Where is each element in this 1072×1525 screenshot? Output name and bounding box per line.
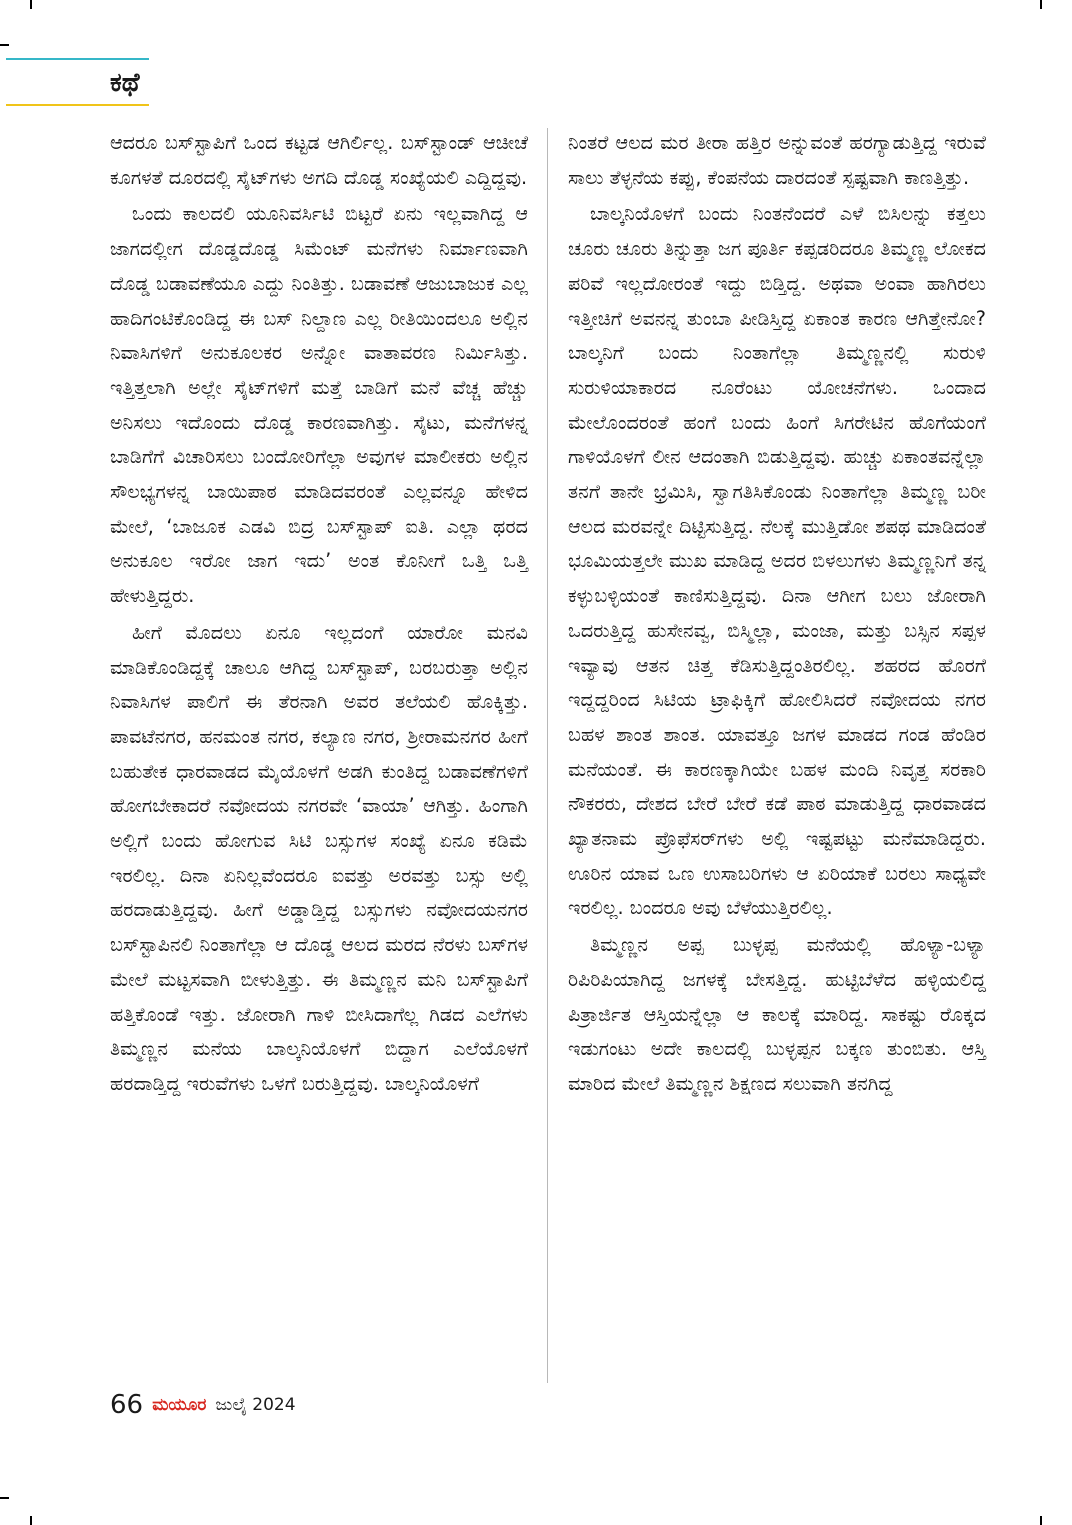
page-number: 66 — [110, 1390, 144, 1420]
issue-date: ಜುಲೈ 2024 — [215, 1395, 296, 1415]
crop-mark — [30, 1516, 32, 1525]
header-accent-rule-bottom — [6, 104, 149, 106]
crop-mark — [1040, 0, 1042, 9]
page-footer — [110, 1390, 296, 1430]
crop-mark — [0, 44, 9, 46]
header-accent-rule-top — [6, 58, 149, 60]
paragraph: ಬಾಲ್ಕನಿಯೊಳಗೆ ಬಂದು ನಿಂತನೆಂದರೆ ಎಳೆ ಬಿಸಿಲನ್ನು ಕತ್ತಲು ಚೂರು ಚೂರು ತಿನ್ನುತ್ತಾ ಜಗ ಪೂರ್ತಿ ಕಪ್ಪಡರಿದರೂ ತಿಮ್ಮಣ್ಣ ಲೋಕದ ಪರಿವೆ ಇಲ್ಲದೋರಂತೆ ಇದ್ದು ಬಿಡ್ತಿದ್ದ. ಅಥವಾ ಅಂವಾ ಹಾಗಿರಲು ಇತ್ತೀಚಿಗೆ ಅವನನ್ನ ತುಂಬಾ ಪೀಡಿಸ್ತಿದ್ದ ಏಕಾಂತ ಕಾರಣ ಆಗಿತ್ತೇನೋ? ಬಾಲ್ಕನಿಗೆ ಬಂದು ನಿಂತಾಗೆಲ್ಲಾ ತಿಮ್ಮಣ್ಣನಲ್ಲಿ ಸುರುಳಿ ಸುರುಳಿಯಾಕಾರದ ನೂರೆಂಟು ಯೋಚನೆಗಳು. ಒಂದಾದ ಮೇಲೊಂದರಂತೆ ಹಂಗೆ ಬಂದು ಹಿಂಗೆ ಸಿಗರೇಟಿನ ಹೊಗೆಯಂಗೆ ಗಾಳಿಯೊಳಗೆ ಲೀನ ಆದಂತಾಗಿ ಬಿಡುತ್ತಿದ್ದವು. ಹುಚ್ಚು ಏಕಾಂತವನ್ನೆಲ್ಲಾ ತನಗೆ ತಾನೇ ಭ್ರಮಿಸಿ, ಸ್ವಾಗತಿಸಿಕೊಂಡು ನಿಂತಾಗೆಲ್ಲಾ ತಿಮ್ಮಣ್ಣ ಬರೀ ಆಲದ ಮರವನ್ನೇ ದಿಟ್ಟಿಸುತ್ತಿದ್ದ. ನೆಲಕ್ಕೆ ಮುತ್ತಿಡೋ ಶಪಥ ಮಾಡಿದಂತೆ ಭೂಮಿಯತ್ತಲೇ ಮುಖ ಮಾಡಿದ್ದ ಅದರ ಬಿಳಲುಗಳು ತಿಮ್ಮಣ್ಣನಿಗೆ ತನ್ನ ಕಳ್ಳುಬಳ್ಳಿಯಂತೆ ಕಾಣಿಸುತ್ತಿದ್ದವು. ದಿನಾ ಆಗೀಗ ಬಲು ಜೋರಾಗಿ ಒದರುತ್ತಿದ್ದ ಹುಸೇನವ್ವ, ಬಿಸ್ಮಿಲ್ಲಾ, ಮಂಜಾ, ಮತ್ತು ಬಸ್ಸಿನ ಸಪ್ಪಳ ಇವ್ಯಾವು ಆತನ ಚಿತ್ತ ಕೆಡಿಸುತ್ತಿದ್ದಂತಿರಲಿಲ್ಲ. ಶಹರದ ಹೊರಗೆ ಇದ್ದದ್ದರಿಂದ ಸಿಟಿಯ ಟ್ರಾಫಿಕ್ಕಿಗೆ ಹೋಲಿಸಿದರೆ ನವೋದಯ ನಗರ ಬಹಳ ಶಾಂತ ಶಾಂತ. ಯಾವತ್ತೂ ಜಗಳ ಮಾಡದ ಗಂಡ ಹೆಂಡಿರ ಮನೆಯಂತೆ. ಈ ಕಾರಣಕ್ಕಾಗಿಯೇ ಬಹಳ ಮಂದಿ ನಿವೃತ್ತ ಸರಕಾರಿ ನೌಕರರು, ದೇಶದ ಬೇರೆ ಬೇರೆ ಕಡೆ ಪಾಠ ಮಾಡುತ್ತಿದ್ದ ಧಾರವಾಡದ ಖ್ಯಾತನಾಮ ಪ್ರೊಫೆಸರ್‌ಗಳು ಅಲ್ಲಿ ಇಷ್ಟಪಟ್ಟು ಮನೆಮಾಡಿದ್ದರು. ಊರಿನ ಯಾವ ಒಣ ಉಸಾಬರಿಗಳು ಆ ಏರಿಯಾಕೆ ಬರಲು ಸಾಧ್ಯವೇ ಇರಲಿಲ್ಲ. ಬಂದರೂ ಅವು ಬೆಳೆಯುತ್ತಿರಲಿಲ್ಲ. — [568, 202, 986, 920]
crop-mark — [1040, 1516, 1042, 1525]
crop-mark — [0, 1497, 9, 1499]
column-divider — [547, 128, 548, 1383]
article-column-right — [568, 126, 986, 1104]
paragraph: ನಿಂತರೆ ಆಲದ ಮರ ತೀರಾ ಹತ್ತಿರ ಅನ್ನುವಂತೆ ಹರಗ್ಯಾಡುತ್ತಿದ್ದ ಇರುವೆ ಸಾಲು ತೆಳ್ಳನೆಯ ಕಪ್ಪು, ಕೆಂಪನೆಯ ದಾರದಂತೆ ಸ್ಪಷ್ಟವಾಗಿ ಕಾಣತ್ತಿತ್ತು. — [568, 131, 986, 189]
section-label: ಕಥೆ — [110, 68, 140, 98]
paragraph: ತಿಮ್ಮಣ್ಣನ ಅಪ್ಪ ಬುಳ್ಳಪ್ಪ ಮನೆಯಲ್ಲಿ ಹೊಳ್ಯಾ-ಬಳ್ಯಾ ರಿಪಿರಿಪಿಯಾಗಿದ್ದ ಜಗಳಕ್ಕೆ ಬೇಸತ್ತಿದ್ದ. ಹುಟ್ಟಿಬೆಳೆದ ಹಳ್ಳಿಯಲಿದ್ದ ಪಿತ್ರಾರ್ಜಿತ ಆಸ್ತಿಯನ್ನೆಲ್ಲಾ ಆ ಕಾಲಕ್ಕೆ ಮಾರಿದ್ದ. ಸಾಕಷ್ಟು ರೊಕ್ಕದ ಇಡುಗಂಟು ಅದೇ ಕಾಲದಲ್ಲಿ ಬುಳ್ಳಪ್ಪನ ಬಕ್ಕಣ ತುಂಬಿತು. ಆಸ್ತಿ ಮಾರಿದ ಮೇಲೆ ತಿಮ್ಮಣ್ಣನ ಶಿಕ್ಷಣದ ಸಲುವಾಗಿ ತನಗಿದ್ದ — [568, 933, 986, 1095]
paragraph: ಆದರೂ ಬಸ್‌ಸ್ಟಾಪಿಗೆ ಒಂದ ಕಟ್ಟಡ ಆಗಿರ್ಲಿಲ್ಲ. ಬಸ್‌ಸ್ಟಾಂಡ್ ಆಚೀಚೆ ಕೂಗಳತೆ ದೂರದಲ್ಲಿ ಸೈಟ್‌ಗಳು ಅಗದಿ ದೊಡ್ಡ ಸಂಖ್ಯೆಯಲಿ ಎದ್ದಿದ್ದವು. — [110, 131, 528, 189]
magazine-logo: ಮಯೂರ — [152, 1395, 207, 1415]
article-column-left — [110, 126, 528, 1104]
paragraph: ಒಂದು ಕಾಲದಲಿ ಯೂನಿವರ್ಸಿಟಿ ಬಿಟ್ಟರೆ ಏನು ಇಲ್ಲವಾಗಿದ್ದ ಆ ಜಾಗದಲ್ಲೀಗ ದೊಡ್ಡದೊಡ್ಡ ಸಿಮೆಂಟ್ ಮನೆಗಳು ನಿರ್ಮಾಣವಾಗಿ ದೊಡ್ಡ ಬಡಾವಣೆಯೂ ಎದ್ದು ನಿಂತಿತ್ತು. ಬಡಾವಣೆ ಆಜುಬಾಜುಕ ಎಲ್ಲ ಹಾದಿಗಂಟಿಕೊಂಡಿದ್ದ ಈ ಬಸ್ ನಿಲ್ದಾಣ ಎಲ್ಲ ರೀತಿಯಿಂದಲೂ ಅಲ್ಲಿನ ನಿವಾಸಿಗಳಿಗೆ ಅನುಕೂಲಕರ ಅನ್ನೋ ವಾತಾವರಣ ನಿರ್ಮಿಸಿತ್ತು. ಇತ್ತಿತ್ತಲಾಗಿ ಅಲ್ಲೇ ಸೈಟ್‌ಗಳಿಗೆ ಮತ್ತೆ ಬಾಡಿಗೆ ಮನೆ ವೆಚ್ಚ ಹೆಚ್ಚು ಅನಿಸಲು ಇದೊಂದು ದೊಡ್ಡ ಕಾರಣವಾಗಿತ್ತು. ಸೈಟು, ಮನೆಗಳನ್ನ ಬಾಡಿಗೆಗೆ ವಿಚಾರಿಸಲು ಬಂದೋರಿಗೆಲ್ಲಾ ಅವುಗಳ ಮಾಲೀಕರು ಅಲ್ಲಿನ ಸೌಲಭ್ಯಗಳನ್ನ ಬಾಯಿಪಾಠ ಮಾಡಿದವರಂತೆ ಎಲ್ಲವನ್ನೂ ಹೇಳಿದ ಮೇಲೆ, ‘ಬಾಜೂಕ ಎಡವಿ ಬಿದ್ರ ಬಸ್‌ಸ್ಟಾಪ್ ಐತಿ. ಎಲ್ಲಾ ಥರದ ಅನುಕೂಲ ಇರೋ ಜಾಗ ಇದು’ ಅಂತ ಕೊನೀಗೆ ಒತ್ತಿ ಒತ್ತಿ ಹೇಳುತ್ತಿದ್ದರು. — [110, 202, 528, 608]
paragraph: ಹೀಗೆ ಮೊದಲು ಏನೂ ಇಲ್ಲದಂಗೆ ಯಾರೋ ಮನವಿ ಮಾಡಿಕೊಂಡಿದ್ದಕ್ಕೆ ಚಾಲೂ ಆಗಿದ್ದ ಬಸ್‌ಸ್ಟಾಪ್, ಬರಬರುತ್ತಾ ಅಲ್ಲಿನ ನಿವಾಸಿಗಳ ಪಾಲಿಗೆ ಈ ತೆರನಾಗಿ ಅವರ ತಲೆಯಲಿ ಹೊಕ್ಕಿತ್ತು. ಪಾವಟೆನಗರ, ಹನಮಂತ ನಗರ, ಕಲ್ಯಾಣ ನಗರ, ಶ್ರೀರಾಮನಗರ ಹೀಗೆ ಬಹುತೇಕ ಧಾರವಾಡದ ಮೈಯೊಳಗೆ ಅಡಗಿ ಕುಂತಿದ್ದ ಬಡಾವಣೆಗಳಿಗೆ ಹೋಗಬೇಕಾದರೆ ನವೋದಯ ನಗರವೇ ‘ವಾಯಾ’ ಆಗಿತ್ತು. ಹಿಂಗಾಗಿ ಅಲ್ಲಿಗೆ ಬಂದು ಹೋಗುವ ಸಿಟಿ ಬಸ್ಸುಗಳ ಸಂಖ್ಯೆ ಏನೂ ಕಡಿಮೆ ಇರಲಿಲ್ಲ. ದಿನಾ ಏನಿಲ್ಲವೆಂದರೂ ಐವತ್ತು ಅರವತ್ತು ಬಸ್ಸು ಅಲ್ಲಿ ಹರದಾಡುತ್ತಿದ್ದವು. ಹೀಗೆ ಅಡ್ಡಾಡ್ತಿದ್ದ ಬಸ್ಸುಗಳು ನವೋದಯನಗರ ಬಸ್‌ಸ್ಟಾಪಿನಲಿ ನಿಂತಾಗೆಲ್ಲಾ ಆ ದೊಡ್ಡ ಆಲದ ಮರದ ನೆರಳು ಬಸ್‌ಗಳ ಮೇಲೆ ಮಟ್ಟಸವಾಗಿ ಬೀಳುತ್ತಿತ್ತು. ಈ ತಿಮ್ಮಣ್ಣನ ಮನಿ ಬಸ್‌ಸ್ಟಾಪಿಗೆ ಹತ್ತಿಕೊಂಡೆ ಇತ್ತು. ಜೋರಾಗಿ ಗಾಳಿ ಬೀಸಿದಾಗೆಲ್ಲ ಗಿಡದ ಎಲೆಗಳು ತಿಮ್ಮಣ್ಣನ ಮನೆಯ ಬಾಲ್ಕನಿಯೊಳಗೆ ಬಿದ್ದಾಗ ಎಲೆಯೊಳಗೆ ಹರದಾಡ್ತಿದ್ದ ಇರುವೆಗಳು ಒಳಗೆ ಬರುತ್ತಿದ್ದವು. ಬಾಲ್ಕನಿಯೊಳಗೆ — [110, 620, 528, 1095]
crop-mark — [30, 0, 32, 9]
